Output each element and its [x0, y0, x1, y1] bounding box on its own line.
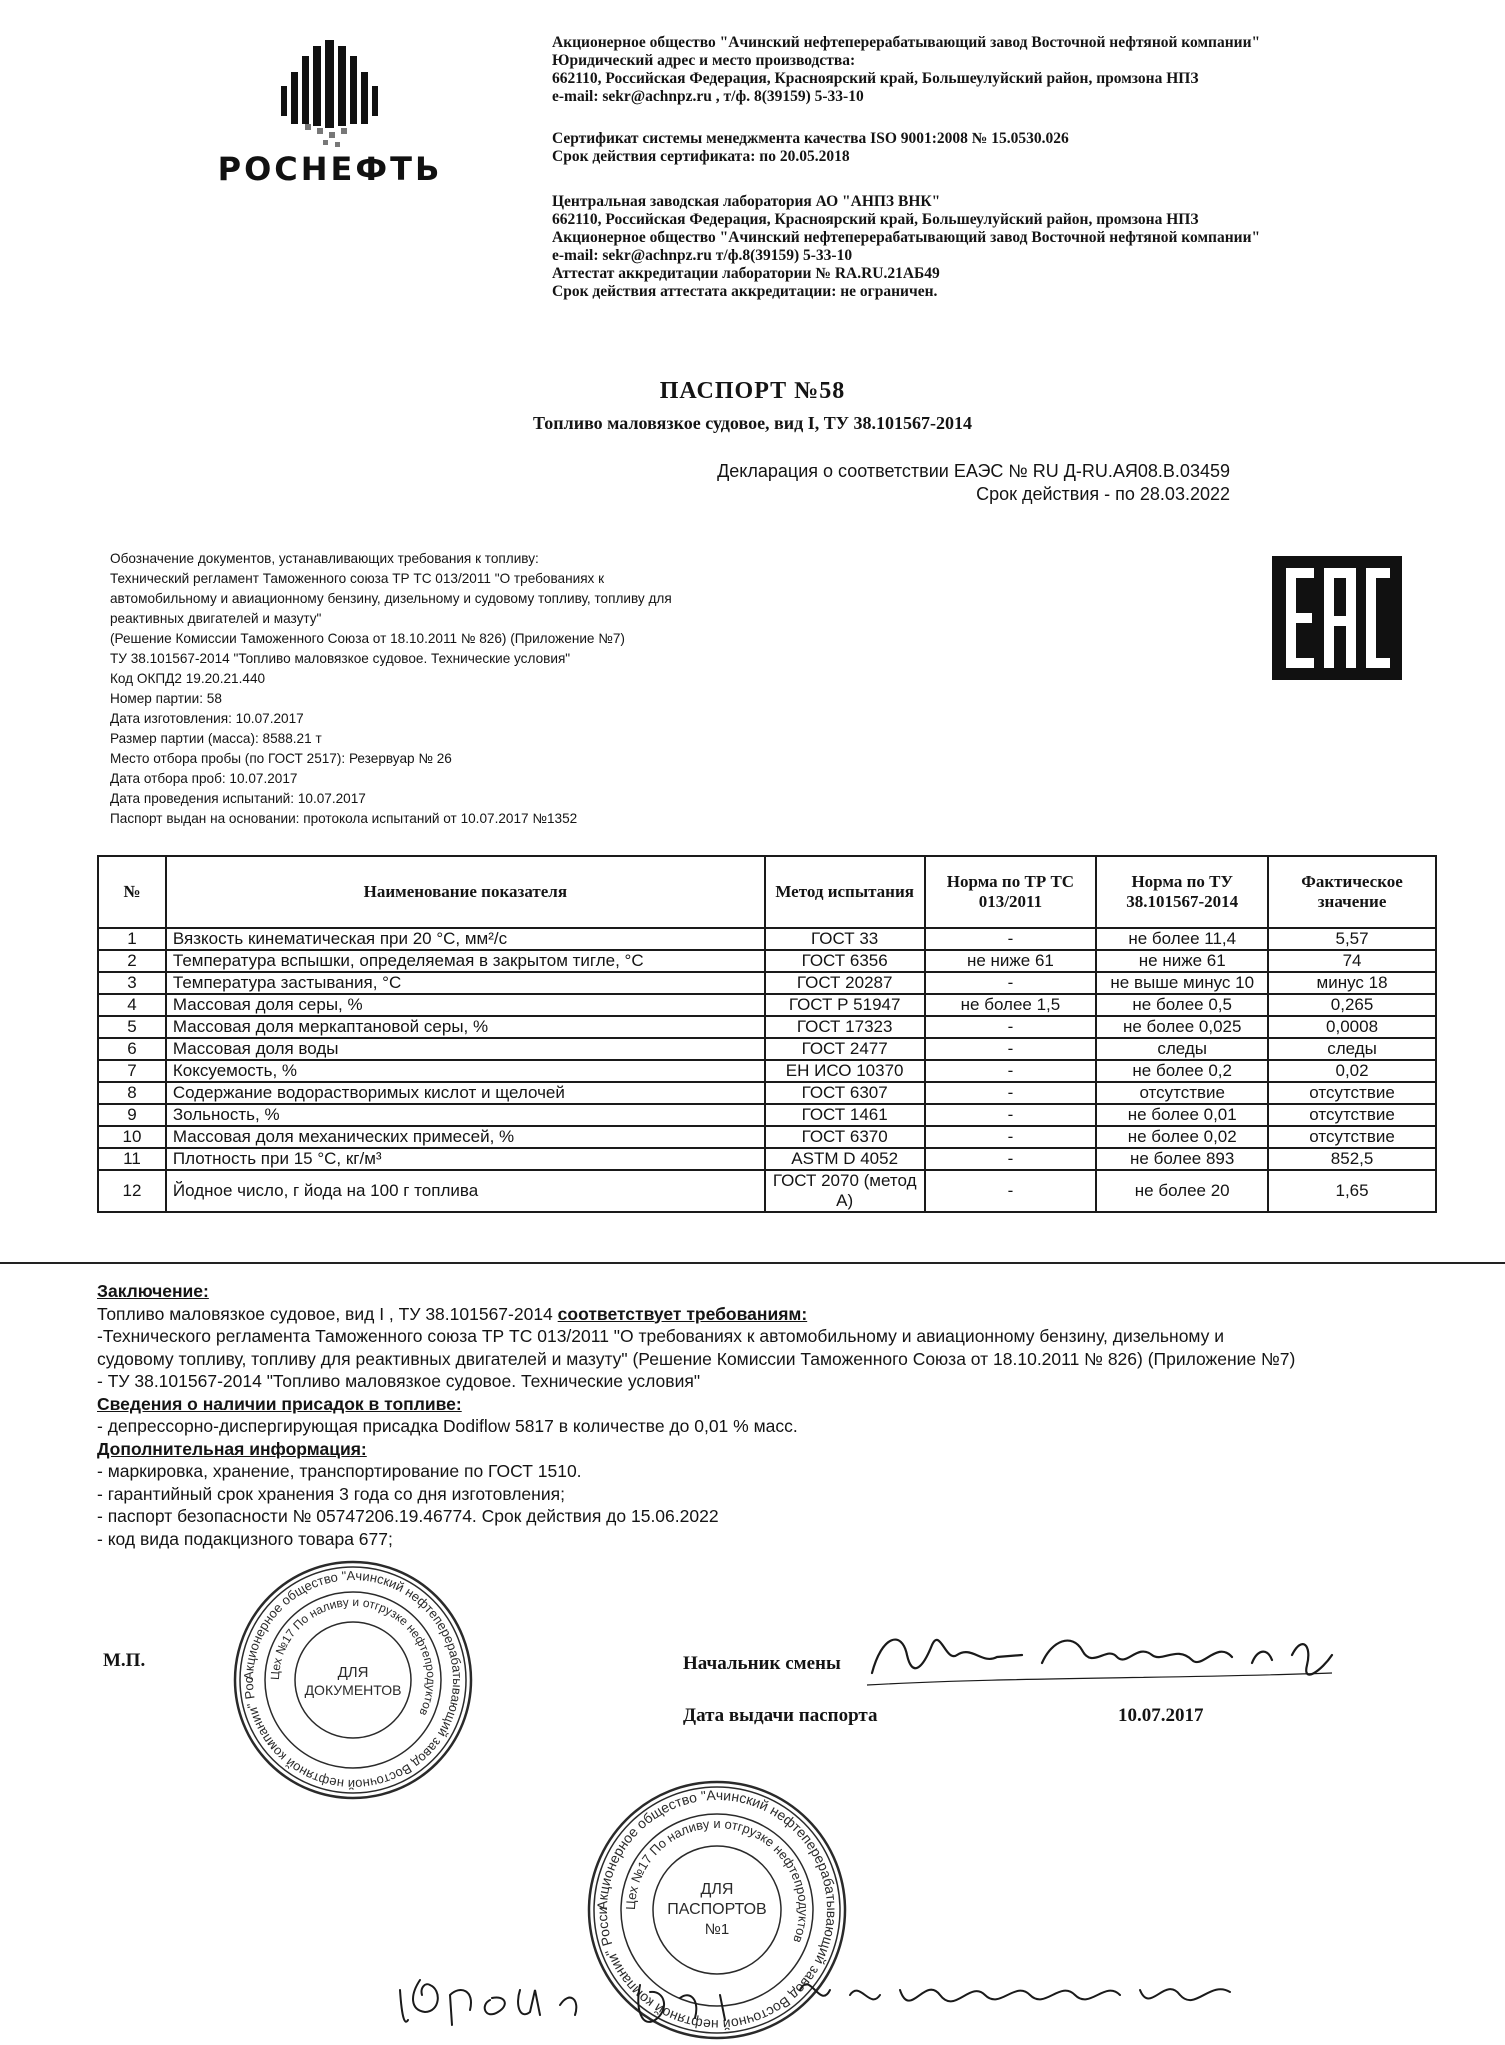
doc-info-line: Код ОКПД2 19.20.21.440 [110, 671, 266, 686]
rosneft-logo [205, 40, 455, 190]
company-info [552, 34, 1472, 106]
actual-value-cell: отсутствие [1268, 1082, 1436, 1104]
header-cell: Наименование показателя [166, 856, 765, 928]
doc-info-line: Паспорт выдан на основании: протокола испытаний от 10.07.2017 №1352 [110, 811, 578, 826]
doc-info-line: ТУ 38.101567-2014 "Топливо маловязкое судовое. Технические условия" [110, 651, 571, 666]
declaration-number: Декларация о соответствии ЕАЭС № RU Д-RU.АЯ08.В.03459 [717, 461, 1230, 481]
norm-tr-ts-cell: - [925, 1126, 1097, 1148]
norm-tu-cell: не более 0,01 [1096, 1104, 1268, 1126]
actual-value-cell: 0,0008 [1268, 1016, 1436, 1038]
norm-tr-ts-cell: - [925, 1038, 1097, 1060]
table-row [98, 950, 1436, 972]
doc-info-line: Номер партии: 58 [110, 691, 222, 706]
svg-text:ДОКУМЕНТОВ: ДОКУМЕНТОВ [304, 1682, 402, 1698]
actual-value-cell: 5,57 [1268, 928, 1436, 950]
norm-tr-ts-cell: - [925, 1016, 1097, 1038]
table-row [98, 1126, 1436, 1148]
company-line: 662110, Российская Федерация, Красноярский край, Большеулуйский район, промзона НПЗ [552, 70, 1199, 87]
row-number-cell: 6 [98, 1038, 166, 1060]
issue-date-label: Дата выдачи паспорта [683, 1705, 878, 1726]
svg-text:Цех №17 По наливу и отгрузке н: Цех №17 По наливу и отгрузке нефтепродуктов [622, 1815, 812, 1945]
svg-text:№1: №1 [704, 1921, 730, 1938]
row-number-cell: 4 [98, 994, 166, 1016]
eac-logo-icon [1272, 556, 1402, 680]
conclusion-line [97, 1303, 1457, 1326]
company-line: e-mail: sekr@achnpz.ru , т/ф. 8(39159) 5-33-10 [552, 88, 864, 105]
company-line: Акционерное общество "Ачинский нефтеперерабатывающий завод Восточной нефтяной компании" [552, 34, 1261, 51]
logo-wordmark: РОСНЕФТЬ [217, 150, 443, 188]
table-row [98, 928, 1436, 950]
test-method-cell: ГОСТ 2477 [765, 1038, 925, 1060]
doc-info-line: (Решение Комиссии Таможенного Союза от 18.10.2011 № 826) (Приложение №7) [110, 631, 625, 646]
parameter-name-cell: Йодное число, г йода на 100 г топлива [166, 1170, 765, 1212]
conclusion-product: Топливо маловязкое судовое, вид I , ТУ 38.101567-2014 [97, 1303, 558, 1324]
conclusion-block [97, 1280, 1457, 1550]
test-method-cell: ГОСТ 2070 (метод А) [765, 1170, 925, 1212]
norm-tu-cell: не выше минус 10 [1096, 972, 1268, 994]
doc-info-line: Дата отбора проб: 10.07.2017 [110, 771, 298, 786]
norm-tu-cell: не более 20 [1096, 1170, 1268, 1212]
actual-value-cell: отсутствие [1268, 1104, 1436, 1126]
table-row [98, 1038, 1436, 1060]
norm-tu-cell: не более 893 [1096, 1148, 1268, 1170]
norm-tr-ts-cell: не ниже 61 [925, 950, 1097, 972]
company-line: Юридический адрес и место производства: [552, 52, 856, 69]
row-number-cell: 5 [98, 1016, 166, 1038]
lab-info [552, 193, 1472, 301]
doc-info-line: Дата проведения испытаний: 10.07.2017 [110, 791, 366, 806]
header-cell: Норма по ТР ТС 013/2011 [925, 856, 1097, 928]
parameter-name-cell: Массовая доля меркаптановой серы, % [166, 1016, 765, 1038]
actual-value-cell: 74 [1268, 950, 1436, 972]
conclusion-line: - ТУ 38.101567-2014 "Топливо маловязкое судовое. Технические условия" [97, 1371, 701, 1391]
rosneft-emblem-icon [205, 40, 455, 150]
extra-info-line: - паспорт безопасности № 05747206.19.46774. Срок действия до 15.06.2022 [97, 1506, 719, 1526]
additives-heading: Сведения о наличии присадок в топливе: [97, 1393, 462, 1414]
table-row [98, 1104, 1436, 1126]
row-number-cell: 11 [98, 1148, 166, 1170]
parameters-table-wrap [97, 855, 1437, 1213]
actual-value-cell: 852,5 [1268, 1148, 1436, 1170]
header-cell: Норма по ТУ 38.101567-2014 [1096, 856, 1268, 928]
norm-tr-ts-cell: - [925, 972, 1097, 994]
additives-line: - депрессорно-диспергирующая присадка Dodiflow 5817 в количестве до 0,01 % масс. [97, 1416, 798, 1436]
header-cell: № [98, 856, 166, 928]
norm-tu-cell: не более 0,5 [1096, 994, 1268, 1016]
parameter-name-cell: Коксуемость, % [166, 1060, 765, 1082]
lab-line: Акционерное общество "Ачинский нефтеперерабатывающий завод Восточной нефтяной компании" [552, 229, 1261, 246]
lab-line: 662110, Российская Федерация, Красноярский край, Большеулуйский район, промзона НПЗ [552, 211, 1199, 228]
parameter-name-cell: Температура застывания, °С [166, 972, 765, 994]
row-number-cell: 1 [98, 928, 166, 950]
conclusion-line: -Технического регламента Таможенного союза ТР ТС 013/2011 "О требованиях к автомобильному и авиационному бензину, дизельному и [97, 1326, 1225, 1346]
norm-tr-ts-cell: - [925, 1104, 1097, 1126]
doc-info-line: реактивных двигателей и мазуту" [110, 611, 322, 626]
doc-info-line: Обозначение документов, устанавливающих требования к топливу: [110, 551, 539, 566]
test-method-cell: ГОСТ 1461 [765, 1104, 925, 1126]
row-number-cell: 7 [98, 1060, 166, 1082]
test-method-cell: ГОСТ 17323 [765, 1016, 925, 1038]
parameter-name-cell: Содержание водорастворимых кислот и щелочей [166, 1082, 765, 1104]
norm-tr-ts-cell: - [925, 928, 1097, 950]
row-number-cell: 10 [98, 1126, 166, 1148]
test-method-cell: ГОСТ Р 51947 [765, 994, 925, 1016]
row-number-cell: 12 [98, 1170, 166, 1212]
test-method-cell: ASTM D 4052 [765, 1148, 925, 1170]
parameter-name-cell: Массовая доля воды [166, 1038, 765, 1060]
conclusion-heading: Заключение: [97, 1281, 209, 1301]
norm-tr-ts-cell: - [925, 1082, 1097, 1104]
cert-line: Срок действия сертификата: по 20.05.2018 [552, 148, 850, 165]
parameter-name-cell: Массовая доля механических примесей, % [166, 1126, 765, 1148]
extra-info-heading: Дополнительная информация: [97, 1438, 367, 1459]
table-row [98, 1082, 1436, 1104]
norm-tu-cell: не более 0,02 [1096, 1126, 1268, 1148]
extra-info-line: - код вида подакцизного товара 677; [97, 1528, 393, 1549]
stamp-seal-icon [228, 1555, 478, 1805]
test-method-cell: ГОСТ 6370 [765, 1126, 925, 1148]
actual-value-cell: минус 18 [1268, 972, 1436, 994]
documents-stamp [228, 1555, 478, 1805]
svg-text:ДЛЯ: ДЛЯ [337, 1664, 369, 1681]
test-method-cell: ГОСТ 6307 [765, 1082, 925, 1104]
doc-info-line: Место отбора пробы (по ГОСТ 2517): Резервуар № 26 [110, 751, 452, 766]
doc-info-line: Размер партии (масса): 8588.21 т [110, 731, 322, 746]
doc-info-line: Дата изготовления: 10.07.2017 [110, 711, 304, 726]
svg-text:Акционерное общество "Ачинский: Акционерное общество "Ачинский нефтеперерабатывающий завод Восточной нефтяной компании" Рос [240, 1567, 466, 1793]
lab-line: Аттестат аккредитации лаборатории № RA.RU.21АБ49 [552, 265, 940, 282]
certificate-info [552, 130, 1472, 166]
table-row [98, 972, 1436, 994]
handwriting-icon [380, 1950, 1280, 2039]
svg-text:ПАСПОРТОВ: ПАСПОРТОВ [667, 1901, 767, 1918]
norm-tr-ts-cell: - [925, 1148, 1097, 1170]
parameter-name-cell: Плотность при 15 °С, кг/м³ [166, 1148, 765, 1170]
doc-info-line: автомобильному и авиационному бензину, дизельному и судовому топливу, топливу для [110, 591, 672, 606]
svg-text:ДЛЯ: ДЛЯ [700, 1881, 734, 1898]
norm-tr-ts-cell: не более 1,5 [925, 994, 1097, 1016]
norm-tu-cell: не более 11,4 [1096, 928, 1268, 950]
header-cell: Метод испытания [765, 856, 925, 928]
actual-value-cell: 1,65 [1268, 1170, 1436, 1212]
parameter-name-cell: Зольность, % [166, 1104, 765, 1126]
parameter-name-cell: Вязкость кинематическая при 20 °С, мм²/с [166, 928, 765, 950]
seal-place-label: М.П. [103, 1650, 146, 1671]
header-cell: Фактическое значение [1268, 856, 1436, 928]
actual-value-cell: 0,02 [1268, 1060, 1436, 1082]
table-header-row [98, 856, 1436, 928]
row-number-cell: 8 [98, 1082, 166, 1104]
divider-line [0, 1262, 1505, 1264]
conclusion-line: судовому топливу, топливу для реактивных двигателей и мазуту" (Решение Комиссии Таможенного Союза от 18.10.2011 № 826) (Приложение №7) [97, 1348, 1296, 1369]
doc-info-line: Технический регламент Таможенного союза ТР ТС 013/2011 "О требованиях к [110, 571, 605, 586]
row-number-cell: 9 [98, 1104, 166, 1126]
norm-tu-cell: отсутствие [1096, 1082, 1268, 1104]
test-method-cell: ЕН ИСО 10370 [765, 1060, 925, 1082]
passport-title: ПАСПОРТ №58 [659, 378, 846, 404]
lab-line: Центральная заводская лаборатория АО "АНПЗ ВНК" [552, 193, 941, 210]
issue-date-value: 10.07.2017 [1118, 1705, 1204, 1726]
table-row [98, 1016, 1436, 1038]
cert-line: Сертификат системы менеджмента качества ISO 9001:2008 № 15.0530.026 [552, 130, 1069, 147]
table-row [98, 1060, 1436, 1082]
table-row [98, 1148, 1436, 1170]
actual-value-cell: 0,265 [1268, 994, 1436, 1016]
norm-tr-ts-cell: - [925, 1060, 1097, 1082]
signature-icon [862, 1615, 1342, 1705]
parameter-name-cell: Температура вспышки, определяемая в закрытом тигле, °С [166, 950, 765, 972]
extra-info-line: - маркировка, хранение, транспортирование по ГОСТ 1510. [97, 1461, 582, 1481]
declaration-validity: Срок действия - по 28.03.2022 [976, 484, 1230, 504]
test-method-cell: ГОСТ 33 [765, 928, 925, 950]
norm-tu-cell: не ниже 61 [1096, 950, 1268, 972]
parameter-name-cell: Массовая доля серы, % [166, 994, 765, 1016]
passport-subtitle: Топливо маловязкое судовое, вид I, ТУ 38.101567-2014 [533, 413, 972, 433]
conclusion-compliance: соответствует требованиям: [557, 1303, 808, 1324]
row-number-cell: 3 [98, 972, 166, 994]
signature-handwriting [862, 1615, 1342, 1705]
document-info [110, 549, 870, 829]
table-row [98, 994, 1436, 1016]
norm-tu-cell: не более 0,2 [1096, 1060, 1268, 1082]
norm-tu-cell: следы [1096, 1038, 1268, 1060]
norm-tr-ts-cell: - [925, 1170, 1097, 1212]
test-method-cell: ГОСТ 6356 [765, 950, 925, 972]
declaration-block [717, 460, 1230, 506]
lab-line: e-mail: sekr@achnpz.ru т/ф.8(39159) 5-33-10 [552, 247, 853, 264]
svg-text:Акционерное общество "Ачинский: Акционерное общество "Ачинский нефтеперерабатывающий завод Восточной нефтяной компании" Росси [593, 1786, 841, 2034]
eac-mark [1272, 556, 1402, 680]
extra-info-line: - гарантийный срок хранения 3 года со дня изготовления; [97, 1483, 565, 1504]
actual-value-cell: отсутствие [1268, 1126, 1436, 1148]
lab-line: Срок действия аттестата аккредитации: не ограничен. [552, 283, 938, 300]
actual-value-cell: следы [1268, 1038, 1436, 1060]
parameters-table [97, 855, 1437, 1213]
norm-tu-cell: не более 0,025 [1096, 1016, 1268, 1038]
copy-certification-handwriting [380, 1950, 1280, 2039]
svg-text:Цех №17 По наливу и отгрузке н: Цех №17 По наливу и отгрузке нефтепродуктов [267, 1594, 439, 1718]
shift-head-label: Начальник смены [683, 1653, 841, 1674]
table-row [98, 1170, 1436, 1212]
test-method-cell: ГОСТ 20287 [765, 972, 925, 994]
row-number-cell: 2 [98, 950, 166, 972]
